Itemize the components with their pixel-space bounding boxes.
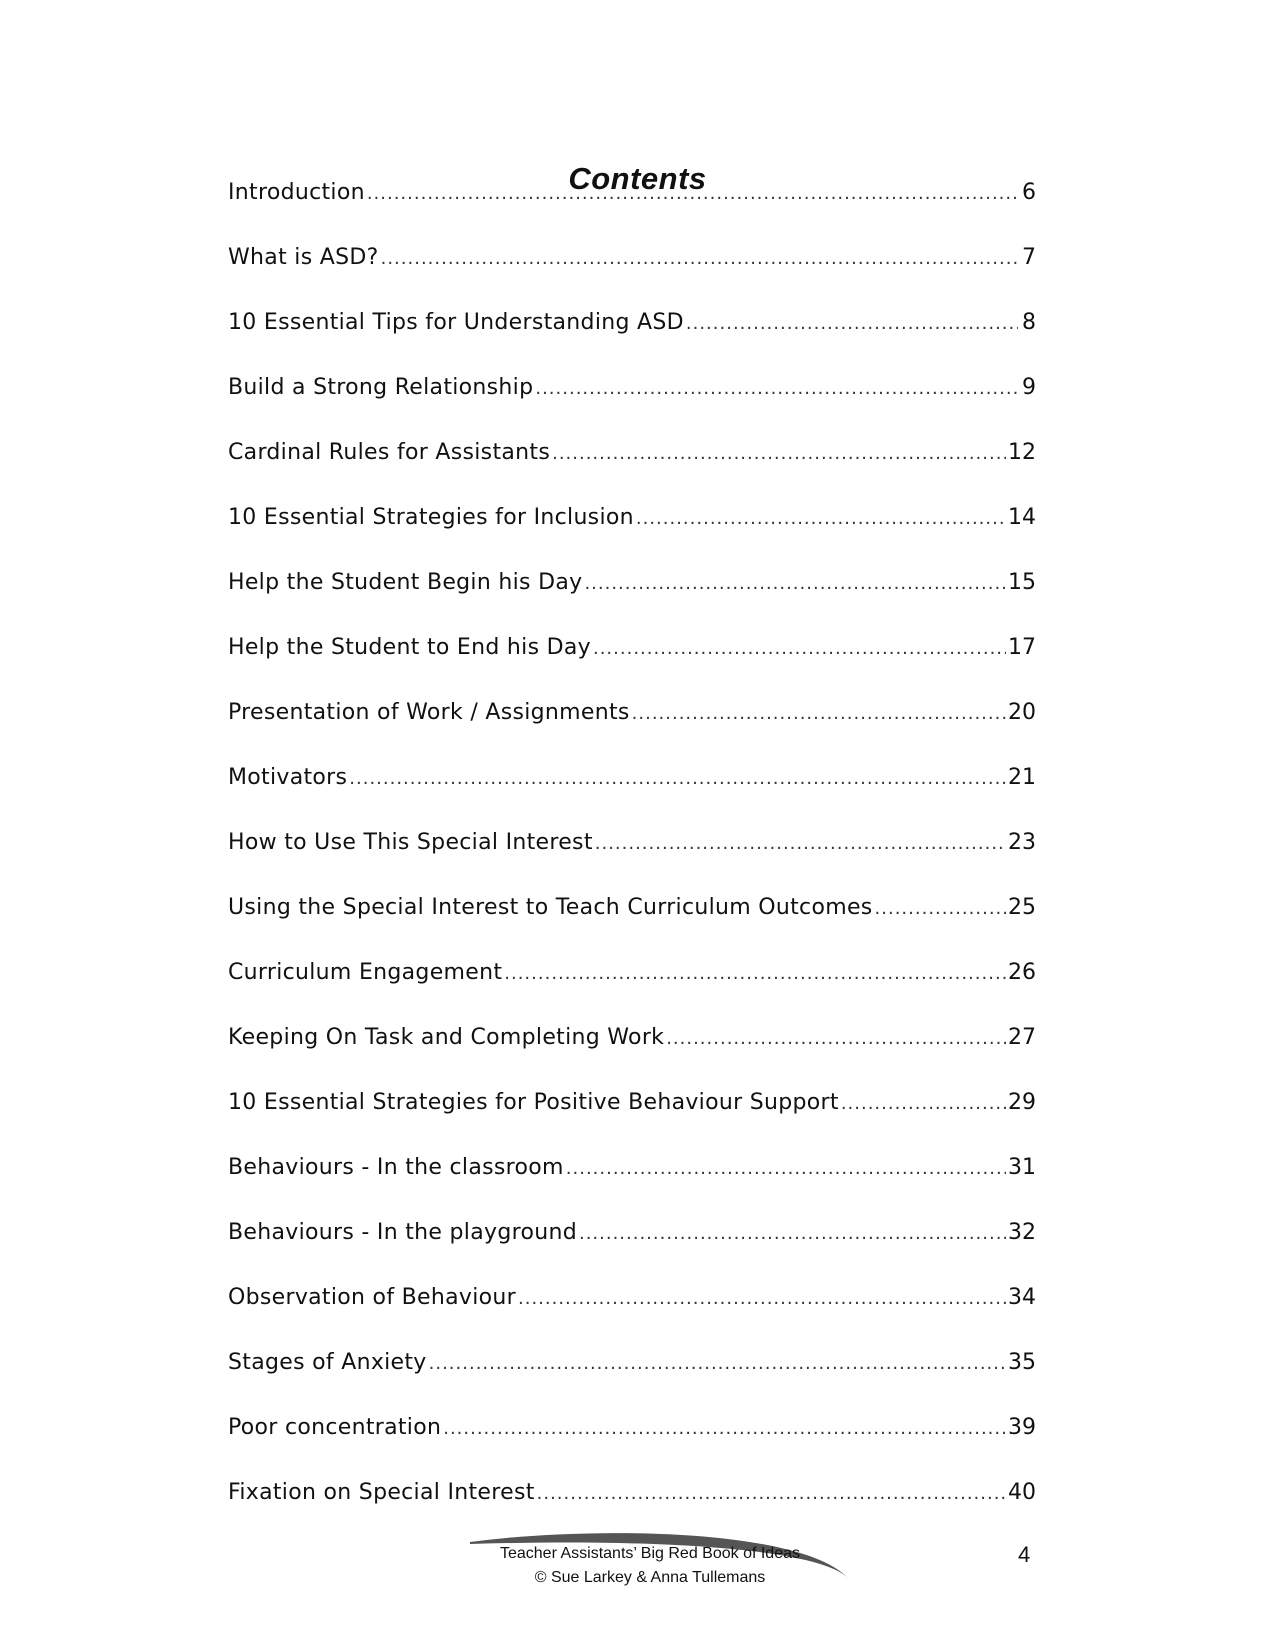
toc-entry-label: Observation of Behaviour	[228, 1285, 516, 1310]
toc-entry-page: 12	[1008, 440, 1036, 465]
toc-dot-leader	[686, 313, 1018, 334]
toc-entry-page: 26	[1008, 960, 1036, 985]
toc-entry	[228, 1220, 1036, 1285]
toc-entry-label: Help the Student to End his Day	[228, 635, 591, 660]
toc-entry-label: 10 Essential Strategies for Inclusion	[228, 505, 634, 530]
toc-entry	[228, 960, 1036, 1025]
toc-entry	[228, 245, 1036, 310]
toc-dot-leader	[504, 963, 1006, 984]
toc-entry	[228, 1090, 1036, 1155]
toc-entry-page: 32	[1008, 1220, 1036, 1245]
toc-entry-page: 6	[1022, 180, 1036, 205]
toc-entry-page: 20	[1008, 700, 1036, 725]
toc-dot-leader	[666, 1028, 1006, 1049]
toc-entry-label: Introduction	[228, 180, 365, 205]
toc-entry	[228, 1155, 1036, 1220]
toc-entry-page: 27	[1008, 1025, 1036, 1050]
toc-dot-leader	[595, 833, 1006, 854]
toc-entry-label: Presentation of Work / Assignments	[228, 700, 630, 725]
toc-entry-label: Fixation on Special Interest	[228, 1480, 535, 1505]
table-of-contents	[228, 180, 1036, 1545]
toc-entry-page: 14	[1008, 505, 1036, 530]
toc-entry-label: Poor concentration	[228, 1415, 442, 1440]
toc-entry-label: Motivators	[228, 765, 348, 790]
toc-dot-leader	[537, 1483, 1006, 1504]
toc-dot-leader	[429, 1353, 1006, 1374]
toc-entry	[228, 180, 1036, 245]
toc-dot-leader	[367, 183, 1018, 204]
toc-entry-page: 9	[1022, 375, 1036, 400]
toc-dot-leader	[552, 443, 1006, 464]
toc-entry-page: 31	[1008, 1155, 1036, 1180]
toc-dot-leader	[636, 508, 1006, 529]
page-title: Contents	[568, 160, 707, 196]
toc-entry-label: Curriculum Engagement	[228, 960, 503, 985]
toc-entry	[228, 570, 1036, 635]
toc-entry-label: 10 Essential Tips for Understanding ASD	[228, 310, 684, 335]
toc-dot-leader	[593, 638, 1006, 659]
toc-entry-label: Behaviours - In the playground	[228, 1220, 577, 1245]
toc-entry-page: 40	[1008, 1480, 1036, 1505]
toc-entry-label: Stages of Anxiety	[228, 1350, 427, 1375]
toc-entry	[228, 1350, 1036, 1415]
toc-entry	[228, 895, 1036, 960]
toc-entry	[228, 375, 1036, 440]
toc-entry	[228, 830, 1036, 895]
toc-entry	[228, 700, 1036, 765]
toc-dot-leader	[875, 898, 1006, 919]
footer	[460, 1542, 840, 1590]
toc-entry-page: 34	[1008, 1285, 1036, 1310]
toc-entry-label: What is ASD?	[228, 245, 379, 270]
toc-dot-leader	[584, 573, 1006, 594]
toc-dot-leader	[349, 768, 1006, 789]
toc-entry-label: 10 Essential Strategies for Positive Behaviour Support	[228, 1090, 839, 1115]
page-number: 4	[1018, 1542, 1031, 1567]
toc-entry-page: 8	[1022, 310, 1036, 335]
footer-book-title: Teacher Assistants’ Big Red Book of Ideas	[499, 1545, 800, 1562]
toc-entry-page: 7	[1022, 245, 1036, 270]
toc-entry	[228, 1415, 1036, 1480]
footer-copyright: © Sue Larkey & Anna Tullemans	[534, 1569, 766, 1586]
toc-entry-page: 23	[1008, 830, 1036, 855]
toc-entry-page: 25	[1008, 895, 1036, 920]
toc-dot-leader	[535, 378, 1018, 399]
toc-entry	[228, 765, 1036, 830]
toc-dot-leader	[632, 703, 1006, 724]
toc-entry-label: How to Use This Special Interest	[228, 830, 593, 855]
toc-entry-page: 35	[1008, 1350, 1036, 1375]
toc-entry-page: 39	[1008, 1415, 1036, 1440]
toc-entry	[228, 440, 1036, 505]
toc-entry	[228, 505, 1036, 570]
toc-entry	[228, 310, 1036, 375]
toc-entry-page: 17	[1008, 635, 1036, 660]
toc-entry-page: 21	[1008, 765, 1036, 790]
toc-dot-leader	[443, 1418, 1006, 1439]
toc-entry-label: Keeping On Task and Completing Work	[228, 1025, 665, 1050]
toc-dot-leader	[381, 248, 1018, 269]
toc-entry	[228, 1285, 1036, 1350]
toc-entry	[228, 635, 1036, 700]
toc-dot-leader	[518, 1288, 1006, 1309]
toc-dot-leader	[579, 1223, 1006, 1244]
toc-entry-page: 15	[1008, 570, 1036, 595]
toc-entry-label: Cardinal Rules for Assistants	[228, 440, 551, 465]
toc-entry-label: Build a Strong Relationship	[228, 375, 534, 400]
toc-entry	[228, 1025, 1036, 1090]
toc-entry-label: Behaviours - In the classroom	[228, 1155, 564, 1180]
toc-dot-leader	[841, 1093, 1006, 1114]
toc-entry-label: Using the Special Interest to Teach Curriculum Outcomes	[228, 895, 873, 920]
toc-entry-label: Help the Student Begin his Day	[228, 570, 583, 595]
toc-dot-leader	[566, 1158, 1006, 1179]
toc-entry-page: 29	[1008, 1090, 1036, 1115]
